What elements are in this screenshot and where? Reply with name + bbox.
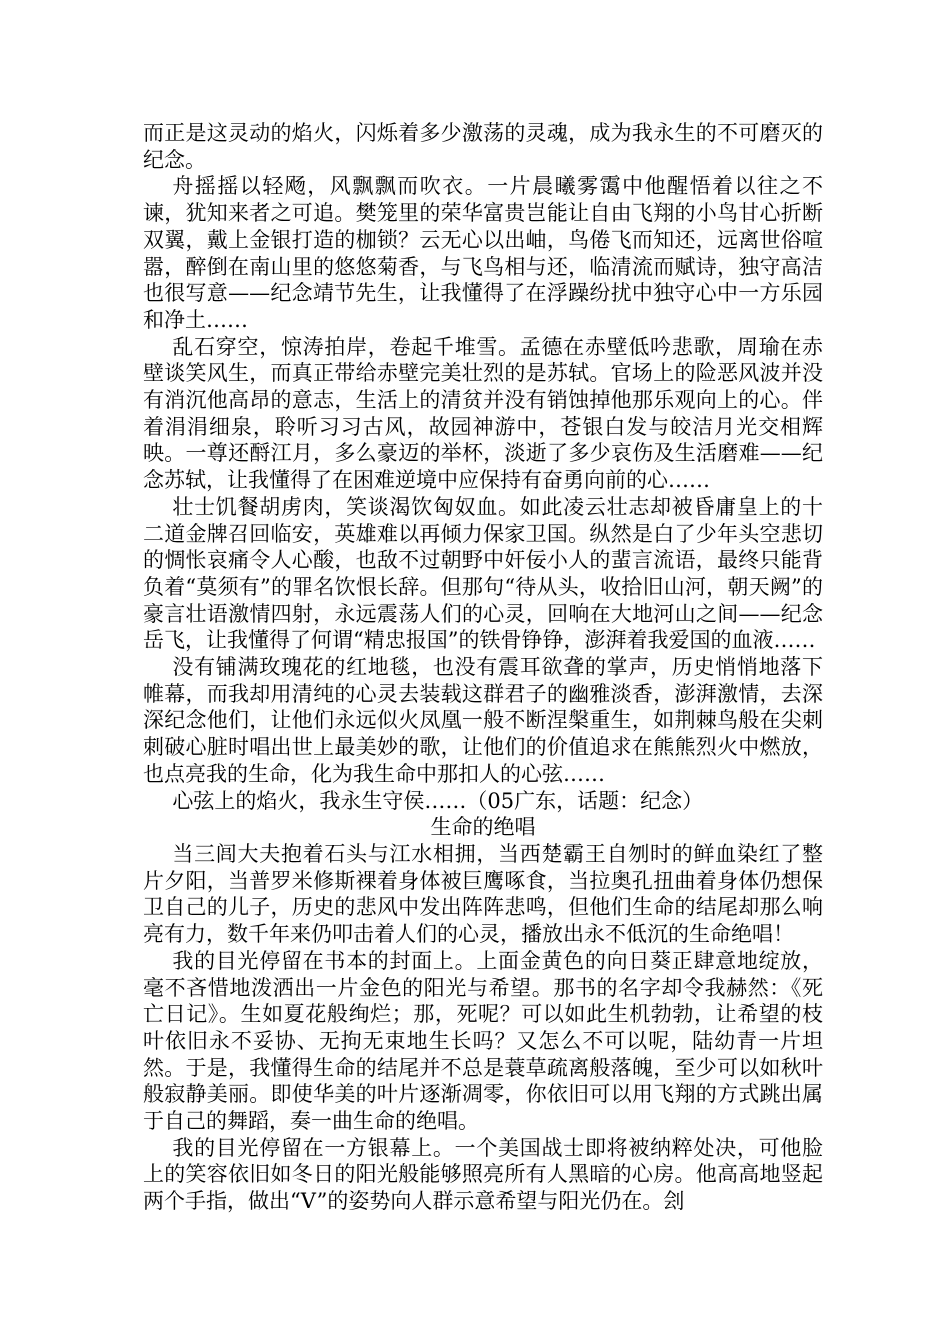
paragraph-2: 舟摇摇以轻飏，风飘飘而吹衣。一片晨曦雾霭中他醒悟着以往之不谏，犹知来者之可追。樊笼里的荣华富贵岂能让自由飞翔的小鸟甘心折断双翼，戴上金银打造的枷锁？云无心以出岫，鸟倦飞而知还，远离世俗喧嚣，醉倒在南山里的悠悠菊香，与飞鸟相与还，临清流而赋诗，独守高洁也很写意——纪念靖节先生，让我懂得了在浮躁纷扰中独守心中一方乐园和净土…… xyxy=(143,174,823,332)
paragraph-9: 我的目光停留在一方银幕上。一个美国战士即将被纳粹处决，可他脸上的笑容依旧如冬日的阳光般能够照亮所有人黑暗的心房。他高高地竖起两个手指，做出“V”的姿势向人群示意希望与阳光仍在。刽 xyxy=(143,1135,823,1214)
essay-title: 生命的绝唱 xyxy=(430,815,536,840)
paragraph-7: 当三闾大夫抱着石头与江水相拥，当西楚霸王自刎时的鲜血染红了整片夕阳，当普罗米修斯裸着身体被巨鹰啄食，当拉奥孔扭曲着身体仍想保卫自己的儿子，历史的悲风中发出阵阵悲鸣，但他们生命的结尾却那么响亮有力，数千年来仍叩击着人们的心灵，播放出永不低沉的生命绝唱！ xyxy=(143,841,823,947)
paragraph-3: 乱石穿空，惊涛拍岸，卷起千堆雪。孟德在赤壁低吟悲歌，周瑜在赤壁谈笑风生，而真正带给赤壁完美壮烈的是苏轼。官场上的险恶风波并没有消沉他高昂的意志，生活上的清贫并没有销蚀掉他那乐观向上的心。伴着涓涓细泉，聆听习习古风，故园神游中，苍银白发与皎洁月光交相辉映。一尊还酹江月，多么豪迈的举杯，淡逝了多少哀伤及生活磨难——纪念苏轼，让我懂得了在困难逆境中应保持有奋勇向前的心…… xyxy=(143,334,823,493)
paragraph-5: 没有铺满玫瑰花的红地毯，也没有震耳欲聋的掌声，历史悄悄地落下帷幕，而我却用清纯的心灵去装载这群君子的幽雅淡香，澎湃激情，去深深纪念他们，让他们永远似火凤凰一般不断涅槃重生，如荆棘鸟般在尖刺刺破心脏时唱出世上最美妙的歌，让他们的价值追求在熊熊烈火中燃放，也点亮我的生命，化为我生命中那扣人的心弦…… xyxy=(143,655,823,786)
paragraph-4: 壮士饥餐胡虏肉，笑谈渴饮匈奴血。如此凌云壮志却被昏庸皇上的十二道金牌召回临安，英雄难以再倾力保家卫国。纵然是白了少年头空悲切的惆怅哀痛令人心酸，也敌不过朝野中奸佞小人的蜚言流语，最终只能背负着“莫须有”的罪名饮恨长辞。但那句“待从头，收拾旧山河，朝天阙”的豪言壮语激情四射，永远震荡人们的心灵，回响在大地河山之间——纪念岳飞，让我懂得了何谓“精忠报国”的铁骨铮铮，澎湃着我爱国的血液…… xyxy=(143,494,823,653)
paragraph-6: 心弦上的焰火，我永生守侯……（05广东，话题：纪念） xyxy=(172,788,704,813)
paragraph-1: 而正是这灵动的焰火，闪烁着多少激荡的灵魂，成为我永生的不可磨灭的纪念。 xyxy=(143,121,823,172)
paragraph-8: 我的目光停留在书本的封面上。上面金黄色的向日葵正肆意地绽放，毫不吝惜地泼洒出一片金色的阳光与希望。那书的名字却令我赫然：《死亡日记》。生如夏花般绚烂；那，死呢？可以如此生机勃勃，让希望的枝叶依旧永不妥协、无拘无束地生长吗？又怎么不可以呢，陆幼青一片坦然。于是，我懂得生命的结尾并不总是蓑草疏离般落魄，至少可以如秋叶般寂静美丽。即使华美的叶片逐渐凋零，你依旧可以用飞翔的方式跳出属于自己的舞蹈，奏一曲生命的绝唱。 xyxy=(143,948,823,1134)
document-page xyxy=(143,120,823,1215)
